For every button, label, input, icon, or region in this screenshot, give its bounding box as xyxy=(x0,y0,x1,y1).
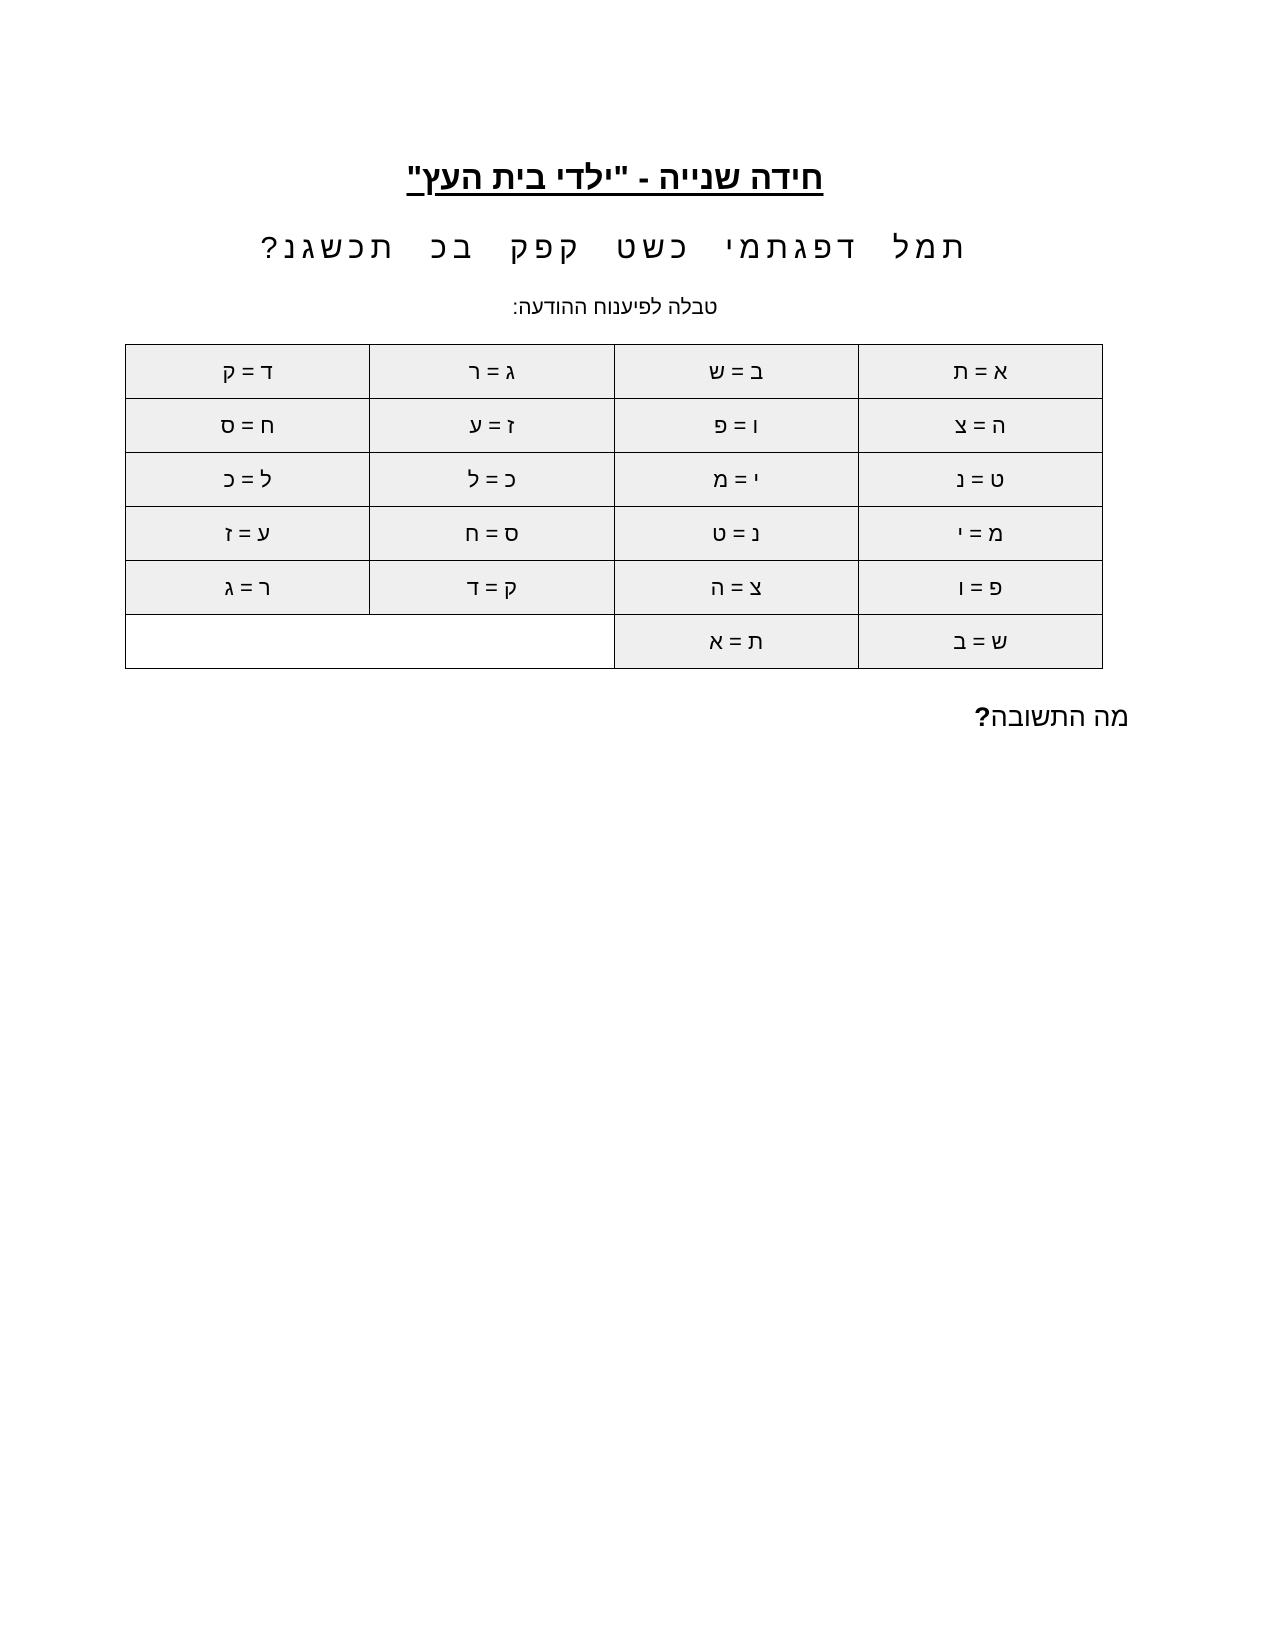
table-cell: ט = נ xyxy=(858,453,1102,507)
table-cell: צ = ה xyxy=(614,561,858,615)
table-cell: מ = י xyxy=(858,507,1102,561)
table-cell: ק = ד xyxy=(370,561,614,615)
table-cell: ב = ש xyxy=(614,345,858,399)
table-cell: ז = ע xyxy=(370,399,614,453)
table-row xyxy=(126,399,1103,453)
empty-cell xyxy=(126,615,615,669)
page-title: חידה שנייה - "ילדי בית העץ" xyxy=(406,159,824,196)
table-cell: ו = פ xyxy=(614,399,858,453)
answer-prompt-mark: ? xyxy=(974,702,991,732)
table-row xyxy=(126,561,1103,615)
table-cell: ה = צ xyxy=(858,399,1102,453)
table-cell: ח = ס xyxy=(126,399,370,453)
table-cell: ג = ר xyxy=(370,345,614,399)
table-cell: ע = ז xyxy=(126,507,370,561)
table-cell: פ = ו xyxy=(858,561,1102,615)
table-row xyxy=(126,507,1103,561)
table-cell: ר = ג xyxy=(126,561,370,615)
answer-prompt-text: מה התשובה xyxy=(990,702,1129,732)
table-cell: ל = כ xyxy=(126,453,370,507)
table-caption: טבלה לפיענוח ההודעה: xyxy=(512,296,718,319)
cipher-text: תמל דפגתמי כשט קפק בכ תכשגנ? xyxy=(260,230,970,265)
table-cell: נ = ט xyxy=(614,507,858,561)
answer-prompt xyxy=(974,700,1129,734)
table-cell: כ = ל xyxy=(370,453,614,507)
table-cell: י = מ xyxy=(614,453,858,507)
table-row xyxy=(126,615,1103,669)
table-row xyxy=(126,345,1103,399)
table-cell: ס = ח xyxy=(370,507,614,561)
table-cell: ת = א xyxy=(614,615,858,669)
table-cell: ד = ק xyxy=(126,345,370,399)
table-cell: א = ת xyxy=(858,345,1102,399)
table-cell: ש = ב xyxy=(858,615,1102,669)
decode-table xyxy=(125,344,1103,669)
table-row xyxy=(126,453,1103,507)
